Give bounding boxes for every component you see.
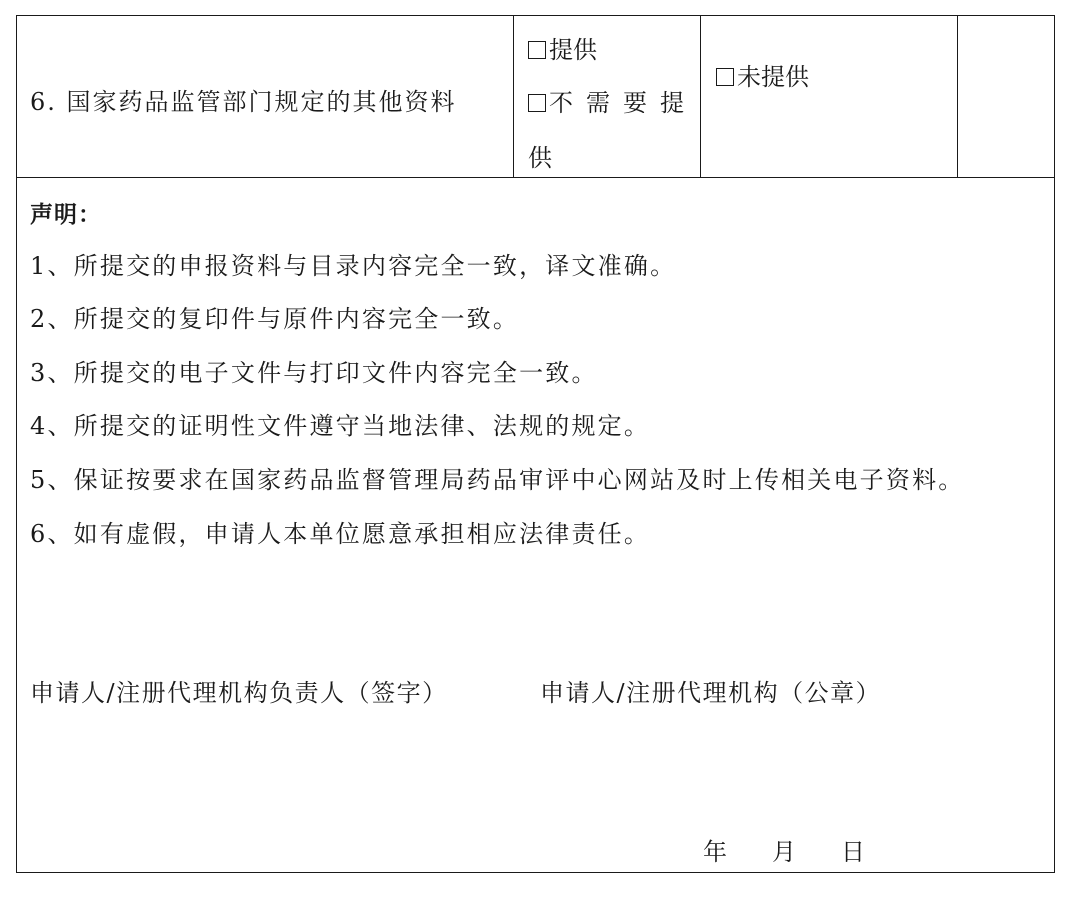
- document-item-row: [17, 16, 1054, 178]
- column-divider: [957, 16, 958, 177]
- option-not-needed-continued: 供: [528, 144, 552, 172]
- declaration-item: 1、所提交的申报资料与目录内容完全一致，译文准确。: [30, 252, 677, 280]
- option-provided-label: 提供: [549, 36, 597, 64]
- declaration-item: 2、所提交的复印件与原件内容完全一致。: [30, 305, 520, 333]
- declaration-item: 6、如有虚假，申请人本单位愿意承担相应法律责任。: [30, 520, 651, 548]
- column-divider: [700, 16, 701, 177]
- checkbox[interactable]: [528, 94, 546, 112]
- option-provided[interactable]: [528, 30, 597, 65]
- date-day: 日: [841, 838, 865, 866]
- declaration-item: 4、所提交的证明性文件遵守当地法律、法规的规定。: [30, 412, 651, 440]
- option-not-needed[interactable]: [528, 83, 697, 118]
- official-seal-label: 申请人/注册代理机构（公章）: [540, 679, 882, 707]
- declaration-item: 3、所提交的电子文件与打印文件内容完全一致。: [30, 359, 598, 387]
- declaration-form: [16, 15, 1055, 873]
- option-not-provided-label: 未提供: [737, 63, 809, 91]
- checkbox[interactable]: [716, 68, 734, 86]
- item-label: 6. 国家药品监管部门规定的其他资料: [30, 88, 457, 116]
- declaration-item: 5、保证按要求在国家药品监督管理局药品审评中心网站及时上传相关电子资料。: [30, 466, 965, 494]
- declaration-section: [17, 178, 1054, 872]
- column-divider: [513, 16, 514, 177]
- option-not-needed-label: 不需要提: [549, 89, 697, 117]
- date-year: 年: [703, 838, 727, 866]
- date-month: 月: [772, 838, 796, 866]
- option-not-provided[interactable]: [716, 57, 809, 92]
- checkbox[interactable]: [528, 41, 546, 59]
- declaration-title: 声明：: [30, 202, 102, 228]
- signature-label: 申请人/注册代理机构负责人（签字）: [30, 679, 448, 707]
